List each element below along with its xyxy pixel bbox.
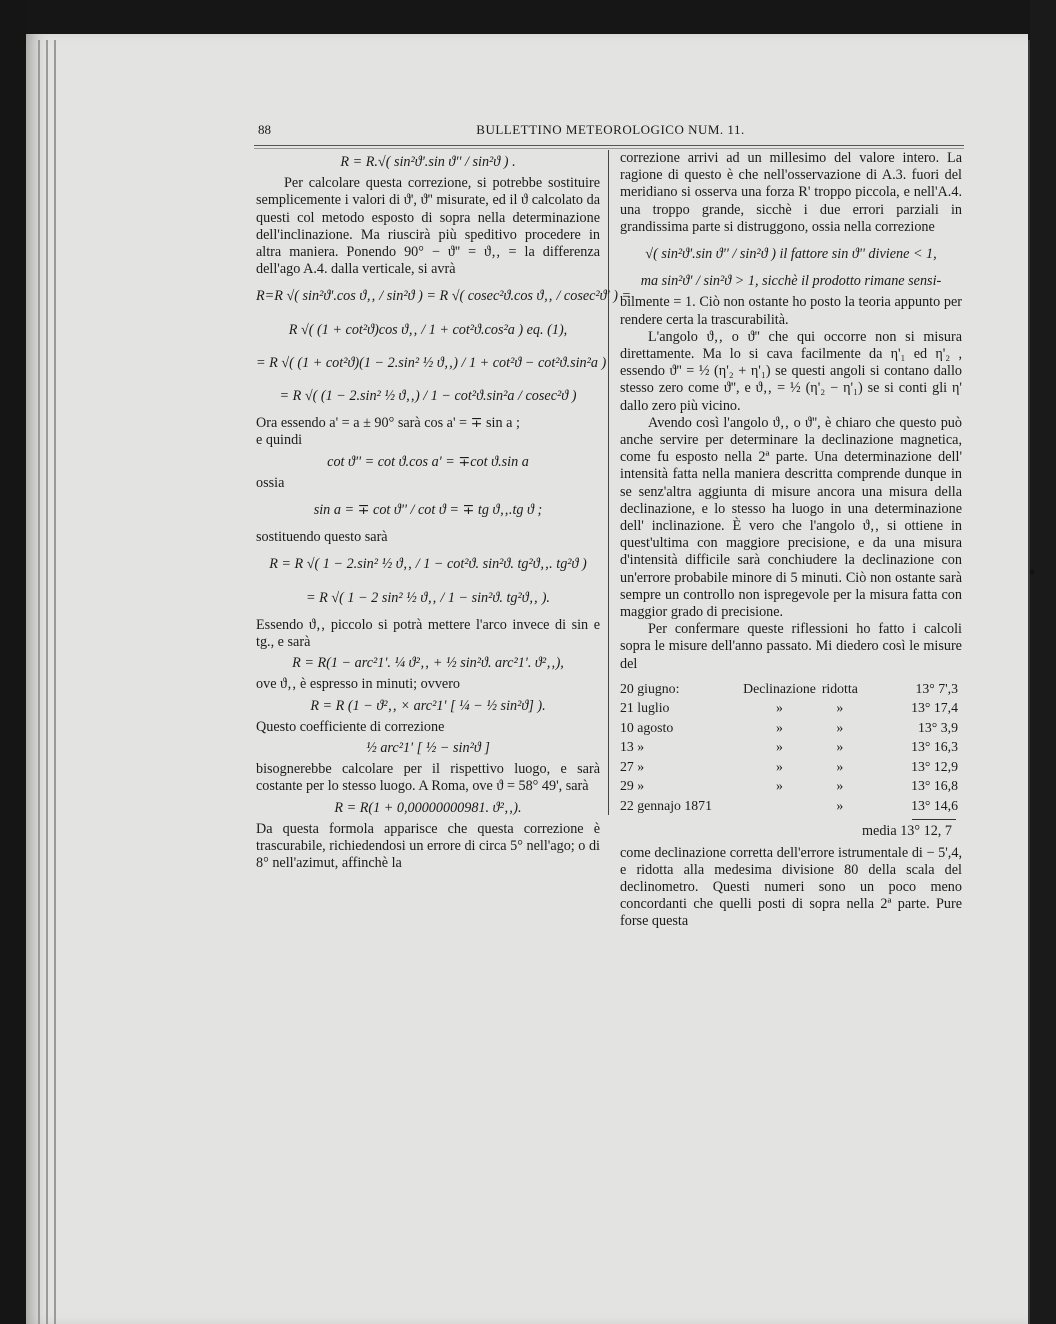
table-cell-label	[743, 796, 816, 816]
formula: sin a = ∓ cot ϑ'' / cot ϑ = ∓ tg ϑ‚‚.tg ϑ ;	[313, 502, 543, 519]
page-spine-line	[54, 40, 56, 1324]
paragraph: L'angolo ϑ‚‚ o ϑ'' che qui occorre non si misura direttamente. Ma lo si cava facilmente da η'₁ ed η'₂ , essendo ϑ'' = ½ (η'₂ + η'₁) se questi angoli si contano dallo stesso zero come ϑ'', e ϑ‚‚ = ½ (η'₂ − η'₁) se si conti gli η' dallo zero più vicino.	[620, 328, 962, 414]
scan-speck	[1030, 570, 1034, 574]
page-header	[258, 122, 963, 140]
table-cell-label: »	[836, 797, 844, 813]
paragraph: Avendo così l'angolo ϑ‚‚ o ϑ'', è chiaro che questo può anche servire per determinare la declinazione magnetica, come fu esposto nella 2ª parte. Una determinazione dell' intensità fatta nella maniera descritta comprende dunque in se senz'altra aggiunta di misure ancora una misura della declinazione, e lo stesso ha luogo in una determinazione dell' inclinazione. È vero che l'angolo ϑ‚‚ si ottiene in quest'ultima con maggiore precisione, e da una misura d'intensità difficile sarà conchiudere la declinazione con un'errore probabile minore di 5 minuti. Ciò non ostante sarà sempre un controllo non ispregevole per la misura fatta con maggior grado di precisione.	[620, 414, 962, 621]
paragraph: e quindi	[256, 432, 303, 449]
paragraph: Da questa formola apparisce che questa correzione è trascurabile, richiedendosi un errore di circa 5° nell'ago; o di 8° nell'azimut, affinchè la	[256, 820, 600, 872]
formula: R = R.√( sin²ϑ'.sin ϑ'' / sin²ϑ ) .	[340, 154, 516, 170]
formula: = R √( (1 − 2.sin² ½ ϑ‚‚) / 1 − cot²ϑ.sin²a / cosec²ϑ )	[279, 388, 577, 405]
table-row	[620, 698, 962, 718]
table-cell-date: 21 luglio	[620, 700, 670, 716]
right-column	[620, 150, 962, 931]
table-cell-value: 13° 7',3	[915, 680, 958, 696]
left-column	[256, 150, 632, 873]
formula: = R √( 1 − 2 sin² ½ ϑ‚‚ / 1 − sin²ϑ. tg²ϑ‚‚ ).	[306, 589, 550, 606]
table-cell-date: 10 agosto	[620, 719, 674, 735]
header-rule-thin	[254, 148, 964, 149]
formula: R = R (1 − ϑ²‚‚ × arc²1' [ ¼ − ½ sin²ϑ] ).	[310, 697, 546, 714]
table-row	[620, 737, 962, 757]
formula: = R √( (1 + cot²ϑ)(1 − 2.sin² ½ ϑ‚‚) / 1 + cot²ϑ − cot²ϑ.sin²a )	[256, 354, 607, 371]
table-cell-label: »	[776, 719, 783, 735]
table-cell-label: »	[836, 758, 844, 774]
paragraph: ove ϑ‚‚ è espresso in minuti; ovvero	[256, 676, 461, 693]
formula: R √( (1 + cot²ϑ)cos ϑ‚‚ / 1 + cot²ϑ.cos²a ) eq. (1),	[288, 321, 568, 338]
table-cell-label: ridotta	[821, 680, 858, 696]
table-row	[620, 776, 962, 796]
table-cell-value: 13° 14,6	[911, 797, 958, 813]
paragraph: bilmente = 1. Ciò non ostante ho posto la teoria appunto per rendere certa la trascurabilità.	[620, 294, 962, 328]
page-number: 88	[258, 122, 271, 137]
column-divider	[608, 150, 609, 815]
table-cell-label: »	[836, 700, 844, 716]
table-cell-label: »	[776, 758, 783, 774]
table-row	[620, 796, 962, 816]
paragraph: come declinazione corretta dell'errore istrumentale di − 5',4, e ridotta alla medesima divisione 80 della scala del declinometro. Questi numeri sono un poco meno concordanti che quelli posti di sopra nella 2ª parte. Pure forse questa	[620, 844, 962, 930]
table-cell-label: Declinazione	[743, 680, 816, 696]
table-cell-date: 13 »	[620, 739, 645, 755]
formula: √( sin²ϑ'.sin ϑ'' / sin²ϑ ) il fattore sin ϑ'' diviene < 1,	[645, 246, 937, 263]
table-cell-label: »	[836, 778, 844, 794]
declination-table	[620, 679, 962, 816]
paragraph: Per calcolare questa correzione, si potrebbe sostituire semplicemente i valori di ϑ', ϑ'' misurate, ed il ϑ calcolato da questi col metodo esposto di sopra nella determinazione dell'inclinazione. Ma riuscirà più speditivo procedere in altra maniera. Ponendo 90° − ϑ'' = ϑ‚‚ = la differenza dell'ago A.4. dalla verticale, si avrà	[256, 175, 600, 278]
header-rule	[254, 145, 964, 146]
formula: ½ arc²1' [ ½ − sin²ϑ ]	[366, 740, 490, 757]
paragraph: Per confermare queste riflessioni ho fatto i calcoli sopra le misure dell'anno passato. Mi diedero così le misure del	[620, 621, 962, 672]
paragraph: correzione arrivi ad un millesimo del valore intero. La ragione di questo è che nell'osservazione di A.3. fuori del meridiano si osserva una forza R' troppo piccola, e nell'A.4. una troppo grande, sicchè i due errori parziali in grandissima parte si distruggono, ossia nella correzione	[620, 150, 962, 235]
formula: R=R √( sin²ϑ'.cos ϑ‚‚ / sin²ϑ ) = R √( cosec²ϑ.cos ϑ‚‚ / cosec²ϑ' ) =	[256, 288, 632, 305]
page-spine-line	[46, 40, 48, 1324]
paragraph: ossia	[256, 474, 285, 491]
table-cell-value: 13° 3,9	[917, 719, 958, 735]
table-row	[620, 718, 962, 738]
table-cell-label: »	[836, 739, 844, 755]
table-cell-value: 13° 16,8	[911, 778, 958, 794]
table-cell-date: 27 »	[620, 758, 645, 774]
page-spine-line	[38, 40, 40, 1324]
formula: R = R(1 − arc²1'. ¼ ϑ²‚‚ + ½ sin²ϑ. arc²1'. ϑ²‚‚),	[292, 655, 564, 672]
table-row	[620, 757, 962, 777]
paragraph: bisognerebbe calcolare per il rispettivo luogo, e sarà costante per lo stesso luogo. A Roma, ove ϑ = 58° 49', sarà	[256, 761, 600, 795]
formula: ma sin²ϑ' / sin²ϑ > 1, sicchè il prodotto rimane sensi-	[640, 273, 942, 290]
table-row	[620, 679, 962, 699]
scan-right-edge	[1030, 0, 1056, 1324]
table-cell-date: 29 »	[620, 778, 645, 794]
paragraph: Ora essendo a' = a ± 90° sarà cos a' = ∓ sin a ;	[256, 415, 520, 432]
table-cell-label: »	[836, 719, 844, 735]
paragraph: Questo coefficiente di correzione	[256, 718, 445, 735]
formula: cot ϑ'' = cot ϑ.cos a' = ∓cot ϑ.sin a	[327, 453, 529, 470]
table-cell-label: »	[776, 778, 783, 794]
paragraph: Essendo ϑ‚‚ piccolo si potrà mettere l'arco invece di sin e tg., e sarà	[256, 616, 600, 651]
mean-value: media 13° 12, 7	[862, 823, 952, 840]
table-cell-value: 13° 12,9	[911, 758, 958, 774]
table-cell-date: 22 gennajo 1871	[620, 797, 712, 813]
table-cell-label: »	[776, 739, 783, 755]
running-title: BULLETTINO METEOROLOGICO NUM. 11.	[476, 122, 745, 137]
paragraph: sostituendo questo sarà	[256, 529, 388, 546]
table-cell-label: »	[776, 700, 783, 716]
sum-rule	[912, 819, 956, 820]
formula: R = R √( 1 − 2.sin² ½ ϑ‚‚ / 1 − cot²ϑ. sin²ϑ. tg²ϑ‚‚. tg²ϑ )	[269, 556, 587, 573]
table-cell-date: 20 giugno:	[620, 680, 680, 696]
table-cell-value: 13° 17,4	[911, 700, 958, 716]
table-cell-value: 13° 16,3	[911, 739, 958, 755]
formula: R = R(1 + 0,00000000981. ϑ²‚‚).	[334, 799, 522, 816]
scan-left-edge	[0, 0, 28, 1324]
